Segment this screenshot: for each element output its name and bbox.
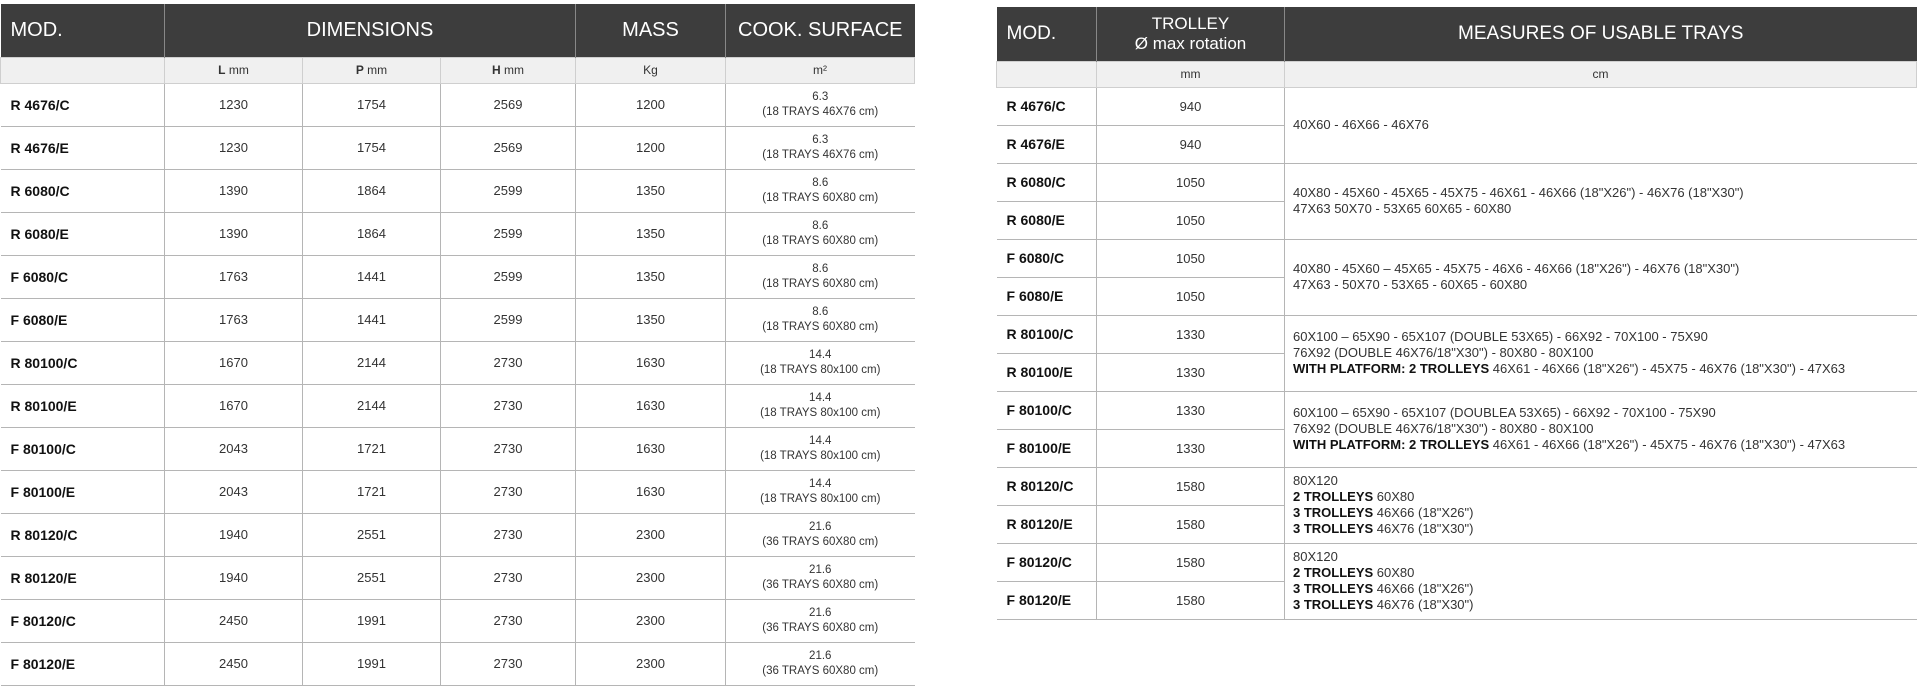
surface-value: 8.6 [812,262,829,275]
depth-cell: 1864 [303,212,441,255]
surface-cell [726,83,915,126]
model-cell: F 6080/E [997,277,1097,315]
tray-line [1293,473,1917,489]
mass-cell: 2300 [576,599,726,642]
depth-cell: 1754 [303,83,441,126]
model-cell: R 6080/E [997,201,1097,239]
mass-header: MASS [576,4,726,57]
surface-cell [726,513,915,556]
tray-line-text: 46X76 (18"X30") [1373,597,1474,612]
table-row [997,239,1917,277]
length-cell: 1230 [165,83,303,126]
mass-cell: 1630 [576,341,726,384]
tray-line-text: 80X120 [1293,549,1338,564]
length-cell: 1670 [165,341,303,384]
table-row [1,83,915,126]
surface-trays: (18 TRAYS 80x100 cm) [760,363,881,376]
height-cell: 2730 [441,384,576,427]
surface-cell [726,298,915,341]
tray-line [1293,521,1917,537]
surface-cell [726,427,915,470]
tray-line-text: 46X66 (18"X26") [1373,581,1474,596]
usable-trays-cell [1285,239,1917,315]
length-cell: 1670 [165,384,303,427]
surface-trays: (36 TRAYS 60X80 cm) [762,621,879,634]
tray-line [1293,405,1917,421]
height-cell: 2569 [441,126,576,169]
surface-trays: (18 TRAYS 46X76 cm) [762,148,879,161]
surface-unit: m² [726,57,915,83]
surface-trays: (18 TRAYS 60X80 cm) [762,234,879,247]
rotation-cell: 1580 [1097,581,1285,619]
cook-surface-header: COOK. SURFACE [726,4,915,57]
table-row [1,642,915,685]
depth-cell: 1441 [303,255,441,298]
surface-value: 14.4 [809,348,832,361]
mass-cell: 1350 [576,298,726,341]
mass-cell: 1630 [576,427,726,470]
surface-value: 6.3 [812,90,829,103]
model-cell: R 6080/C [997,163,1097,201]
rotation-cell: 1050 [1097,277,1285,315]
length-cell: 1390 [165,212,303,255]
height-cell: 2730 [441,513,576,556]
model-cell: F 80120/C [997,543,1097,581]
table-row [1,427,915,470]
tray-line [1293,597,1917,613]
model-cell: R 80100/C [1,341,165,384]
surface-cell [726,169,915,212]
rotation-cell: 1580 [1097,505,1285,543]
mass-cell: 1350 [576,212,726,255]
tray-line-text: 46X61 - 46X66 (18"X26") - 45X75 - 46X76 (18"X30") - 47X63 [1489,437,1846,452]
tray-line-bold: 3 TROLLEYS [1293,521,1374,536]
tray-line-text: 40X80 - 45X60 - 45X65 - 45X75 - 46X61 - 46X66 (18"X26") - 46X76 (18"X30") [1293,185,1744,200]
usable-trays-cell [1285,467,1917,543]
mass-cell: 1200 [576,126,726,169]
length-cell: 1390 [165,169,303,212]
length-cell: 2450 [165,599,303,642]
model-cell: R 6080/C [1,169,165,212]
model-cell: R 80100/C [997,315,1097,353]
tray-line-text: 46X61 - 46X66 (18"X26") - 45X75 - 46X76 (18"X30") - 47X63 [1489,361,1846,376]
tray-line [1293,489,1917,505]
depth-cell: 2144 [303,384,441,427]
tray-line [1293,437,1917,453]
model-cell: F 80120/E [997,581,1097,619]
tray-line-text: 40X80 - 45X60 – 45X65 - 45X75 - 46X6 - 46X66 (18"X26") - 46X76 (18"X30") [1293,261,1740,276]
model-cell: F 80100/C [997,391,1097,429]
depth-cell: 1991 [303,642,441,685]
surface-trays: (18 TRAYS 80x100 cm) [760,492,881,505]
height-unit: H mm [441,57,576,83]
usable-trays-cell [1285,163,1917,239]
surface-value: 8.6 [812,305,829,318]
rotation-cell: 1330 [1097,353,1285,391]
table-row [997,87,1917,125]
depth-unit: P mm [303,57,441,83]
length-cell: 2043 [165,427,303,470]
tray-line-text: 76X92 (DOUBLE 46X76/18"X30") - 80X80 - 80X100 [1293,421,1594,436]
height-cell: 2569 [441,83,576,126]
rotation-cell: 1330 [1097,315,1285,353]
rotation-cell: 1580 [1097,543,1285,581]
tray-line [1293,117,1917,133]
tray-line-bold: 2 TROLLEYS [1293,489,1374,504]
rotation-cell: 1050 [1097,201,1285,239]
model-cell: R 6080/E [1,212,165,255]
surface-trays: (36 TRAYS 60X80 cm) [762,535,879,548]
height-cell: 2730 [441,470,576,513]
height-cell: 2730 [441,599,576,642]
dimensions-header: DIMENSIONS [165,4,576,57]
height-cell: 2599 [441,298,576,341]
surface-cell [726,556,915,599]
usable-trays-header: MEASURES OF USABLE TRAYS [1285,7,1917,61]
surface-cell [726,212,915,255]
model-cell: F 80100/E [997,429,1097,467]
tray-line [1293,261,1917,277]
model-cell: F 6080/E [1,298,165,341]
tray-line [1293,345,1917,361]
rotation-cell: 940 [1097,125,1285,163]
tray-line-text: 60X80 [1373,565,1415,580]
model-cell: R 4676/E [997,125,1097,163]
length-cell: 2043 [165,470,303,513]
rotation-cell: 1050 [1097,163,1285,201]
surface-trays: (36 TRAYS 60X80 cm) [762,578,879,591]
trolley-unit: mm [1097,61,1285,87]
mass-cell: 1200 [576,83,726,126]
mass-cell: 2300 [576,556,726,599]
usable-trays-cell [1285,543,1917,619]
height-cell: 2730 [441,642,576,685]
model-cell: F 80120/E [1,642,165,685]
surface-value: 21.6 [809,649,832,662]
table-row [1,341,915,384]
tray-line-text: 46X66 (18"X26") [1373,505,1474,520]
length-cell: 1763 [165,298,303,341]
table-row [1,126,915,169]
tray-line [1293,505,1917,521]
height-cell: 2599 [441,255,576,298]
table-row [1,298,915,341]
height-cell: 2730 [441,427,576,470]
depth-cell: 1721 [303,427,441,470]
model-cell: R 80100/E [1,384,165,427]
table-row [997,467,1917,505]
mod-unit-cell [1,57,165,83]
rotation-cell: 1050 [1097,239,1285,277]
surface-trays: (18 TRAYS 60X80 cm) [762,320,879,333]
table-row [1,212,915,255]
surface-trays: (18 TRAYS 46X76 cm) [762,105,879,118]
tray-line [1293,185,1917,201]
surface-value: 8.6 [812,219,829,232]
usable-trays-cell [1285,87,1917,163]
trays-header-row [997,7,1917,61]
model-cell: R 80100/E [997,353,1097,391]
table-row [1,470,915,513]
surface-cell [726,126,915,169]
depth-cell: 1441 [303,298,441,341]
surface-cell [726,384,915,427]
surface-trays: (36 TRAYS 60X80 cm) [762,664,879,677]
length-cell: 1763 [165,255,303,298]
tray-line-bold: 3 TROLLEYS [1293,597,1374,612]
table-row [997,543,1917,581]
table-row [1,255,915,298]
surface-trays: (18 TRAYS 60X80 cm) [762,277,879,290]
surface-value: 21.6 [809,606,832,619]
depth-cell: 2551 [303,513,441,556]
mass-cell: 1350 [576,255,726,298]
trays-unit: cm [1285,61,1917,87]
trays-units-row [997,61,1917,87]
surface-cell [726,642,915,685]
surface-value: 14.4 [809,477,832,490]
rotation-cell: 1330 [1097,391,1285,429]
specs-header-row [1,4,915,57]
tray-line [1293,329,1917,345]
specs-table [0,4,915,686]
model-cell: F 80120/C [1,599,165,642]
mod-header: MOD. [1,4,165,57]
length-cell: 1230 [165,126,303,169]
table-row [997,163,1917,201]
model-cell: R 4676/C [997,87,1097,125]
specs-units-row [1,57,915,83]
table-row [1,384,915,427]
depth-cell: 1864 [303,169,441,212]
surface-cell [726,255,915,298]
model-cell: R 80120/E [1,556,165,599]
depth-cell: 2144 [303,341,441,384]
rotation-cell: 1330 [1097,429,1285,467]
mass-cell: 2300 [576,513,726,556]
surface-trays: (18 TRAYS 80x100 cm) [760,406,881,419]
surface-cell [726,599,915,642]
usable-trays-cell [1285,391,1917,467]
surface-value: 8.6 [812,176,829,189]
tray-line [1293,581,1917,597]
tray-line-text: 60X100 – 65X90 - 65X107 (DOUBLE 53X65) - 66X92 - 70X100 - 75X90 [1293,329,1708,344]
tray-line-text: 47X63 - 50X70 - 53X65 - 60X65 - 60X80 [1293,277,1528,292]
model-cell: R 80120/E [997,505,1097,543]
tray-line-text: 40X60 - 46X66 - 46X76 [1293,117,1429,132]
length-cell: 1940 [165,513,303,556]
tray-line [1293,421,1917,437]
tray-line-text: 60X100 – 65X90 - 65X107 (DOUBLEA 53X65) - 66X92 - 70X100 - 75X90 [1293,405,1716,420]
mod-header: MOD. [997,7,1097,61]
model-cell: F 6080/C [1,255,165,298]
height-cell: 2599 [441,212,576,255]
tray-line-bold: 3 TROLLEYS [1293,505,1374,520]
depth-cell: 1721 [303,470,441,513]
length-cell: 2450 [165,642,303,685]
mass-cell: 1350 [576,169,726,212]
tray-line [1293,549,1917,565]
depth-cell: 1991 [303,599,441,642]
mass-cell: 2300 [576,642,726,685]
model-cell: R 4676/C [1,83,165,126]
tray-line-text: 47X63 50X70 - 53X65 60X65 - 60X80 [1293,201,1512,216]
model-cell: R 80120/C [1,513,165,556]
mass-cell: 1630 [576,470,726,513]
tray-line [1293,201,1917,217]
table-row [997,315,1917,353]
rotation-cell: 940 [1097,87,1285,125]
tray-line-bold: 2 TROLLEYS [1293,565,1374,580]
surface-trays: (18 TRAYS 60X80 cm) [762,191,879,204]
surface-value: 21.6 [809,520,832,533]
model-cell: F 6080/C [997,239,1097,277]
table-row [1,513,915,556]
surface-value: 14.4 [809,434,832,447]
tray-line-text: 80X120 [1293,473,1338,488]
model-cell: R 4676/E [1,126,165,169]
surface-cell [726,341,915,384]
tray-line-text: 46X76 (18"X30") [1373,521,1474,536]
tray-line [1293,565,1917,581]
surface-value: 6.3 [812,133,829,146]
model-cell: F 80100/C [1,427,165,470]
length-unit: L mm [165,57,303,83]
depth-cell: 2551 [303,556,441,599]
usable-trays-cell [1285,315,1917,391]
tray-line-bold: WITH PLATFORM: 2 TROLLEYS [1293,437,1490,452]
mod-unit-cell [997,61,1097,87]
tray-line-bold: WITH PLATFORM: 2 TROLLEYS [1293,361,1490,376]
trays-table [996,7,1917,620]
depth-cell: 1754 [303,126,441,169]
tray-line [1293,277,1917,293]
model-cell: R 80120/C [997,467,1097,505]
height-cell: 2730 [441,341,576,384]
table-row [1,599,915,642]
table-row [1,169,915,212]
trolley-header: TROLLEY Ø max rotation [1097,7,1285,61]
tray-line [1293,361,1917,377]
mass-unit: Kg [576,57,726,83]
mass-cell: 1630 [576,384,726,427]
model-cell: F 80100/E [1,470,165,513]
surface-value: 14.4 [809,391,832,404]
surface-trays: (18 TRAYS 80x100 cm) [760,449,881,462]
rotation-cell: 1580 [1097,467,1285,505]
height-cell: 2599 [441,169,576,212]
tray-line-text: 60X80 [1373,489,1415,504]
surface-cell [726,470,915,513]
tray-line-bold: 3 TROLLEYS [1293,581,1374,596]
height-cell: 2730 [441,556,576,599]
surface-value: 21.6 [809,563,832,576]
length-cell: 1940 [165,556,303,599]
tray-line-text: 76X92 (DOUBLE 46X76/18"X30") - 80X80 - 80X100 [1293,345,1594,360]
table-row [997,391,1917,429]
table-row [1,556,915,599]
